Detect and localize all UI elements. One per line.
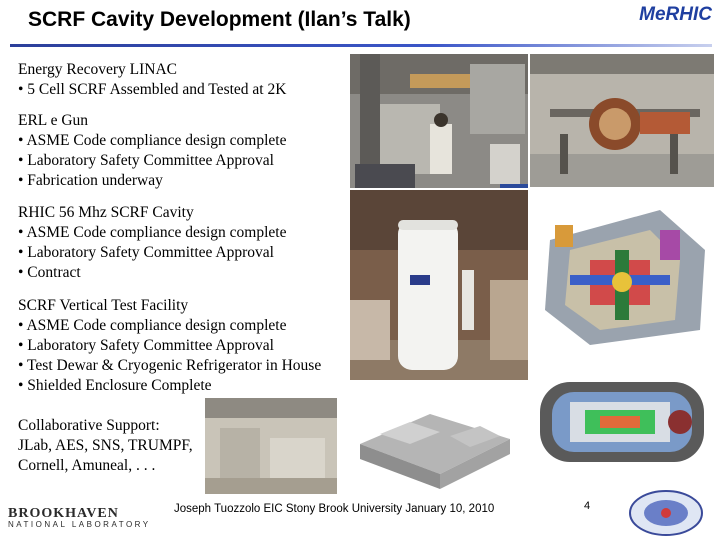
brookhaven-wordmark: BROOKHAVEN — [8, 506, 119, 521]
erl-lab-photo — [350, 54, 528, 188]
vertical-test-bullet: • Laboratory Safety Committee Approval — [18, 337, 274, 354]
erl-gun-bullet: • Fabrication underway — [18, 172, 163, 189]
rhic-cavity-cad — [530, 190, 714, 350]
vertical-test-bullet: • Test Dewar & Cryogenic Refrigerator in House — [18, 357, 322, 374]
collab-block — [18, 416, 193, 476]
vertical-test-bullet: • Shielded Enclosure Complete — [18, 377, 212, 394]
vertical-test-bullet: • ASME Code compliance design complete — [18, 317, 287, 334]
title-rule — [10, 44, 712, 47]
erl-gun-heading: ERL e Gun — [18, 112, 89, 129]
office-of-nuclear-physics-seal — [628, 489, 704, 537]
cryostat-cutaway-cad — [530, 352, 714, 484]
rhic-cavity-bullet: • Laboratory Safety Committee Approval — [18, 244, 274, 261]
slide-title: SCRF Cavity Development (Ilan’s Talk) — [28, 8, 411, 31]
shielded-enclosure-render — [340, 384, 528, 496]
rhic-cavity-heading: RHIC 56 Mhz SCRF Cavity — [18, 204, 194, 221]
erl-gun-block — [18, 111, 286, 191]
merhic-logo: MeRHIC — [639, 4, 712, 25]
rhic-cavity-bullet: • Contract — [18, 264, 81, 281]
footer-credit: Joseph Tuozzolo EIC Stony Brook University January 10, 2010 — [174, 503, 495, 515]
cavity-assembly-photo — [530, 54, 714, 187]
vertical-test-block — [18, 296, 321, 396]
test-dewar-photo — [350, 190, 528, 380]
erl-gun-bullet: • Laboratory Safety Committee Approval — [18, 152, 274, 169]
erl-linac-heading: Energy Recovery LINAC — [18, 61, 177, 78]
national-laboratory-wordmark: NATIONAL LABORATORY — [8, 520, 151, 529]
brookhaven-logo — [8, 506, 151, 529]
collab-line: Collaborative Support: — [18, 417, 160, 434]
lab-facility-photo — [205, 398, 337, 494]
collab-line: Cornell, Amuneal, . . . — [18, 457, 156, 474]
collab-line: JLab, AES, SNS, TRUMPF, — [18, 437, 193, 454]
erl-linac-block — [18, 60, 286, 100]
rhic-cavity-bullet: • ASME Code compliance design complete — [18, 224, 287, 241]
vertical-test-heading: SCRF Vertical Test Facility — [18, 297, 189, 314]
page-number: 4 — [584, 500, 591, 512]
erl-gun-bullet: • ASME Code compliance design complete — [18, 132, 287, 149]
erl-linac-bullet: • 5 Cell SCRF Assembled and Tested at 2K — [18, 81, 287, 98]
rhic-cavity-block — [18, 203, 286, 283]
